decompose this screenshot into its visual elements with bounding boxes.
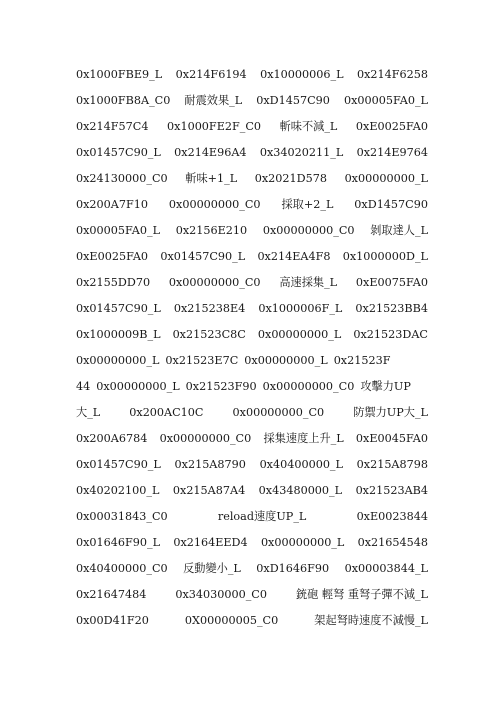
- text-cell: 0x200A6784: [76, 432, 148, 445]
- text-cell: 0x40400000_L: [259, 458, 343, 471]
- text-line: [76, 374, 428, 400]
- text-cell: 耐震效果_L: [184, 94, 243, 107]
- text-cell: 0x00000000_C0: [168, 276, 261, 289]
- text-cell: 0x40400000_C0: [76, 562, 168, 575]
- text-cell: 0x21523F: [333, 354, 391, 367]
- text-line: [76, 218, 428, 244]
- text-cell: 0x1000006F_L: [258, 302, 343, 315]
- text-cell: 0x01457C90_L: [76, 302, 161, 315]
- text-cell: 0x00000000_L: [96, 380, 180, 393]
- text-cell: 0x00000000_L: [260, 536, 345, 549]
- text-line: [76, 140, 428, 166]
- text-cell: 0x00031843_C0: [76, 510, 168, 523]
- text-line: [76, 400, 428, 426]
- text-cell: 0x215A87A4: [172, 484, 246, 497]
- text-cell: 斬味+1_L: [185, 172, 238, 185]
- text-cell: 0x214F57C4: [76, 120, 149, 133]
- text-cell: 0x1000000D_L: [342, 250, 428, 263]
- text-cell: 0x1000009B_L: [76, 328, 161, 341]
- text-cell: 攻擊力UP: [360, 380, 411, 393]
- text-cell: 0xE0023844: [356, 510, 428, 523]
- text-line: [76, 270, 428, 296]
- text-cell: 0x215A8798: [356, 458, 428, 471]
- text-cell: 0x43480000_L: [258, 484, 343, 497]
- text-cell: 0x00000000_C0: [232, 406, 325, 419]
- text-cell: 大_L: [76, 406, 101, 419]
- text-line: [76, 582, 428, 608]
- text-cell: reload速度UP_L: [217, 510, 307, 523]
- text-cell: 0xE0025FA0: [355, 120, 428, 133]
- text-cell: 0x214F6194: [175, 68, 247, 81]
- text-line: [76, 426, 428, 452]
- document-page: [76, 62, 428, 634]
- text-line: [76, 556, 428, 582]
- text-cell: 0x24130000_C0: [76, 172, 168, 185]
- text-cell: 0x200AC10C: [129, 406, 204, 419]
- text-cell: 0x01457C90_L: [76, 458, 161, 471]
- text-cell: 0x200A7F10: [76, 198, 148, 211]
- text-line: [76, 166, 428, 192]
- text-cell: 44: [76, 380, 91, 393]
- text-line: [76, 62, 428, 88]
- text-cell: 反動變小_L: [183, 562, 241, 575]
- text-cell: 0x00000000_C0: [262, 224, 355, 237]
- text-cell: 0x01646F90_L: [76, 536, 161, 549]
- text-cell: 0x1000FBE9_L: [76, 68, 163, 81]
- text-cell: 0x10000006_L: [260, 68, 344, 81]
- text-cell: 0x21523BB4: [355, 302, 428, 315]
- text-cell: 0x2155DD70: [76, 276, 151, 289]
- text-line: [76, 322, 428, 348]
- text-line: [76, 530, 428, 556]
- text-cell: 0xE0045FA0: [355, 432, 428, 445]
- text-cell: 0x21523C8C: [172, 328, 246, 341]
- text-line: [76, 478, 428, 504]
- text-cell: 0x00D41F20: [76, 614, 149, 627]
- text-cell: 斬味不減_L: [279, 120, 338, 133]
- text-cell: 高速採集_L: [279, 276, 338, 289]
- text-cell: 0X00000005_C0: [184, 614, 279, 627]
- text-cell: 0x1000FE2F_C0: [167, 120, 262, 133]
- text-line: [76, 452, 428, 478]
- text-line: [76, 296, 428, 322]
- text-cell: 0x00005FA0_L: [76, 224, 161, 237]
- text-cell: 0x21523F90: [185, 380, 257, 393]
- text-cell: 0x21647484: [76, 588, 147, 601]
- text-cell: 0x21523DAC: [353, 328, 428, 341]
- text-cell: 0x21654548: [357, 536, 428, 549]
- text-cell: 採取+2_L: [281, 198, 334, 211]
- text-cell: 0x00000000_L: [76, 354, 160, 367]
- text-line: [76, 608, 428, 634]
- text-cell: 0x00000000_C0: [262, 380, 355, 393]
- text-line: [76, 348, 428, 374]
- text-cell: 0xE0075FA0: [355, 276, 428, 289]
- text-cell: 0x00000000_L: [244, 354, 328, 367]
- text-cell: 0x214E96A4: [174, 146, 247, 159]
- text-line: [76, 504, 428, 530]
- text-cell: 0x34020211_L: [259, 146, 344, 159]
- text-cell: 防禦力UP大_L: [353, 406, 428, 419]
- text-cell: 0xD1457C90: [354, 198, 428, 211]
- text-cell: 0xD1646F90: [256, 562, 330, 575]
- text-cell: 0x00005FA0_L: [343, 94, 428, 107]
- text-cell: 0x2156E210: [175, 224, 248, 237]
- text-cell: 0xD1457C90: [256, 94, 330, 107]
- text-cell: 0x21523AB4: [355, 484, 428, 497]
- text-cell: 0x34030000_C0: [175, 588, 267, 601]
- text-cell: 0x1000FB8A_C0: [76, 94, 171, 107]
- text-cell: 0x01457C90_L: [160, 250, 246, 263]
- text-cell: 採集速度上升_L: [263, 432, 344, 445]
- text-line: [76, 244, 428, 270]
- text-cell: 0x00000000_C0: [168, 198, 261, 211]
- text-cell: 0x40202100_L: [76, 484, 160, 497]
- text-line: [76, 192, 428, 218]
- text-cell: 銃砲 輕弩 重弩子彈不減_L: [295, 588, 428, 601]
- text-cell: 0x01457C90_L: [76, 146, 161, 159]
- text-cell: 0x215A8790: [174, 458, 246, 471]
- text-cell: 0x2021D578: [254, 172, 327, 185]
- text-cell: 剝取達人_L: [370, 224, 428, 237]
- text-line: [76, 114, 428, 140]
- text-cell: 0x214EA4F8: [257, 250, 331, 263]
- text-cell: 架起弩時速度不減慢_L: [314, 614, 428, 627]
- text-line: [76, 88, 428, 114]
- text-cell: 0x00000000_C0: [159, 432, 252, 445]
- text-cell: 0x214F6258: [356, 68, 428, 81]
- text-cell: 0x21523E7C: [165, 354, 239, 367]
- text-cell: 0x2164EED4: [173, 536, 248, 549]
- text-cell: 0x00003844_L: [344, 562, 428, 575]
- text-cell: 0x215238E4: [173, 302, 246, 315]
- text-cell: 0x214E9764: [356, 146, 428, 159]
- text-cell: 0xE0025FA0: [76, 250, 149, 263]
- text-cell: 0x00000000_L: [344, 172, 428, 185]
- text-cell: 0x00000000_L: [257, 328, 342, 341]
